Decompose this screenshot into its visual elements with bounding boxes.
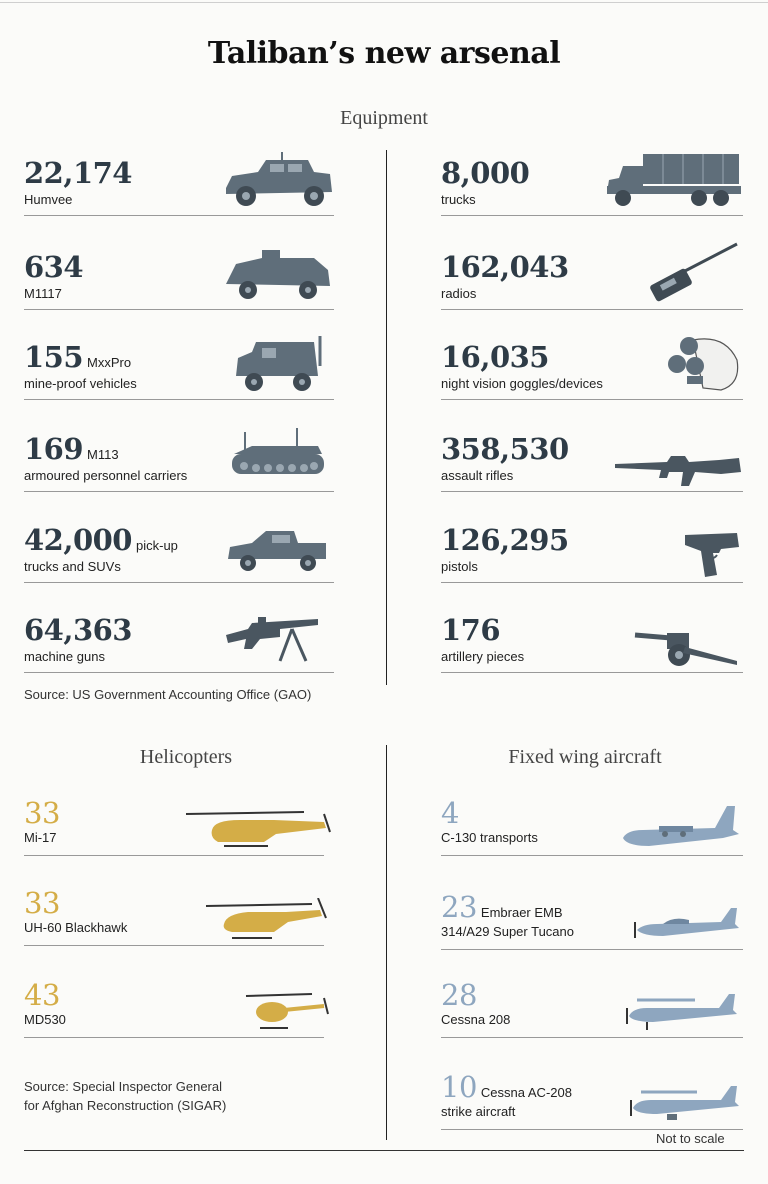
equipment-item bbox=[441, 523, 743, 583]
cessna-208-aircraft-icon bbox=[623, 994, 743, 1039]
assault-rifle-icon bbox=[613, 448, 743, 493]
count-value bbox=[441, 340, 549, 374]
count-value bbox=[24, 796, 60, 830]
sigar-source-line2: for Afghan Reconstruction (SIGAR) bbox=[24, 1098, 227, 1113]
item-label: Cessna 208 bbox=[441, 1012, 511, 1027]
artillery-icon bbox=[633, 625, 743, 674]
count-value bbox=[24, 613, 132, 647]
equipment-item bbox=[441, 156, 743, 216]
count-value bbox=[441, 796, 459, 830]
aircraft-item bbox=[441, 1070, 743, 1130]
item-label: M1117 bbox=[24, 286, 62, 301]
mraP-vehicle-icon bbox=[222, 336, 334, 401]
top-rule bbox=[0, 2, 768, 3]
count-number: 43 bbox=[24, 978, 60, 1012]
pickup-truck-icon bbox=[222, 519, 334, 584]
count-number: 22,174 bbox=[24, 156, 132, 190]
humvee-icon bbox=[222, 152, 334, 217]
count-number: 33 bbox=[24, 796, 60, 830]
count-inline-label: pick-up bbox=[136, 538, 178, 553]
equipment-item bbox=[24, 432, 334, 492]
equipment-item bbox=[24, 156, 334, 216]
aircraft-item bbox=[441, 890, 743, 950]
equipment-source: Source: US Government Accounting Office (GAO) bbox=[24, 687, 312, 702]
count-inline-label: MxxPro bbox=[87, 355, 132, 370]
item-label: 314/A29 Super Tucano bbox=[441, 924, 574, 939]
item-label: C-130 transports bbox=[441, 830, 538, 845]
count-value bbox=[24, 250, 83, 284]
item-label: Humvee bbox=[24, 192, 73, 207]
count-value bbox=[24, 978, 60, 1012]
item-label: radios bbox=[441, 286, 477, 301]
aircraft-item bbox=[441, 978, 743, 1038]
count-number: 28 bbox=[441, 978, 477, 1012]
scale-note: Not to scale bbox=[656, 1131, 725, 1146]
count-number: 23 bbox=[441, 890, 477, 924]
c130-aircraft-icon bbox=[619, 804, 743, 857]
item-label: trucks and SUVs bbox=[24, 559, 121, 574]
super-tucano-aircraft-icon bbox=[633, 906, 743, 951]
pistol-icon bbox=[683, 531, 743, 584]
count-number: 64,363 bbox=[24, 613, 132, 647]
mi17-helicopter-icon bbox=[184, 808, 334, 857]
equipment-item bbox=[24, 613, 334, 673]
truck-icon bbox=[603, 152, 743, 217]
item-label: armoured personnel carriers bbox=[24, 468, 188, 483]
aircraft-divider bbox=[386, 745, 387, 1140]
count-number: 33 bbox=[24, 886, 60, 920]
item-label: night vision goggles/devices bbox=[441, 376, 603, 391]
count-value bbox=[441, 432, 569, 466]
count-number: 162,043 bbox=[441, 250, 569, 284]
count-number: 10 bbox=[441, 1070, 477, 1104]
count-value bbox=[441, 890, 563, 924]
machine-gun-icon bbox=[222, 609, 334, 674]
bottom-rule bbox=[24, 1150, 744, 1151]
equipment-item bbox=[24, 340, 334, 400]
count-number: 126,295 bbox=[441, 523, 569, 557]
count-number: 155 bbox=[24, 340, 84, 374]
count-value bbox=[24, 886, 60, 920]
sigar-source bbox=[24, 1077, 226, 1115]
equipment-item bbox=[441, 340, 743, 400]
count-value bbox=[24, 523, 178, 557]
count-value bbox=[441, 250, 569, 284]
item-label: MD530 bbox=[24, 1012, 66, 1027]
count-number: 8,000 bbox=[441, 156, 530, 190]
helicopters-heading: Helicopters bbox=[139, 746, 233, 768]
item-label: mine-proof vehicles bbox=[24, 376, 137, 391]
count-number: 169 bbox=[24, 432, 84, 466]
item-label: UH-60 Blackhawk bbox=[24, 920, 128, 935]
count-value bbox=[24, 340, 131, 374]
count-number: 42,000 bbox=[24, 523, 132, 557]
equipment-item bbox=[441, 613, 743, 673]
night-vision-goggles-icon bbox=[663, 332, 743, 401]
aircraft-heading: Fixed wing aircraft bbox=[508, 746, 662, 768]
item-label: pistols bbox=[441, 559, 478, 574]
item-label: trucks bbox=[441, 192, 476, 207]
count-number: 16,035 bbox=[441, 340, 549, 374]
count-number: 4 bbox=[441, 796, 459, 830]
md530-helicopter-icon bbox=[244, 990, 334, 1039]
m1117-icon bbox=[222, 246, 334, 311]
count-value bbox=[24, 432, 119, 466]
count-value bbox=[441, 978, 477, 1012]
count-value bbox=[441, 156, 529, 190]
count-value bbox=[441, 523, 569, 557]
page-title: Taliban’s new arsenal bbox=[207, 36, 561, 71]
count-inline-label: Embraer EMB bbox=[480, 905, 563, 920]
item-label: Mi-17 bbox=[24, 830, 57, 845]
equipment-item bbox=[24, 523, 334, 583]
count-number: 634 bbox=[24, 250, 84, 284]
item-label: artillery pieces bbox=[441, 649, 525, 664]
item-label: assault rifles bbox=[441, 468, 514, 483]
helicopter-item bbox=[24, 978, 334, 1038]
radio-icon bbox=[643, 242, 743, 311]
count-value bbox=[24, 156, 132, 190]
count-inline-label: Cessna AC-208 bbox=[480, 1085, 572, 1100]
count-inline-label: M113 bbox=[87, 447, 119, 462]
aircraft-item bbox=[441, 796, 743, 856]
helicopter-item bbox=[24, 886, 334, 946]
helicopter-item bbox=[24, 796, 334, 856]
count-value bbox=[441, 613, 500, 647]
equipment-item bbox=[441, 432, 743, 492]
apc-icon bbox=[222, 428, 334, 493]
item-label: strike aircraft bbox=[441, 1104, 516, 1119]
cessna-ac208-aircraft-icon bbox=[627, 1086, 743, 1131]
count-number: 176 bbox=[441, 613, 501, 647]
blackhawk-helicopter-icon bbox=[204, 898, 334, 947]
item-label: machine guns bbox=[24, 649, 105, 664]
count-number: 358,530 bbox=[441, 432, 569, 466]
equipment-divider bbox=[386, 150, 387, 685]
equipment-item bbox=[24, 250, 334, 310]
equipment-item bbox=[441, 250, 743, 310]
count-value bbox=[441, 1070, 572, 1104]
sigar-source-line1: Source: Special Inspector General bbox=[24, 1079, 222, 1094]
equipment-heading: Equipment bbox=[340, 107, 428, 129]
